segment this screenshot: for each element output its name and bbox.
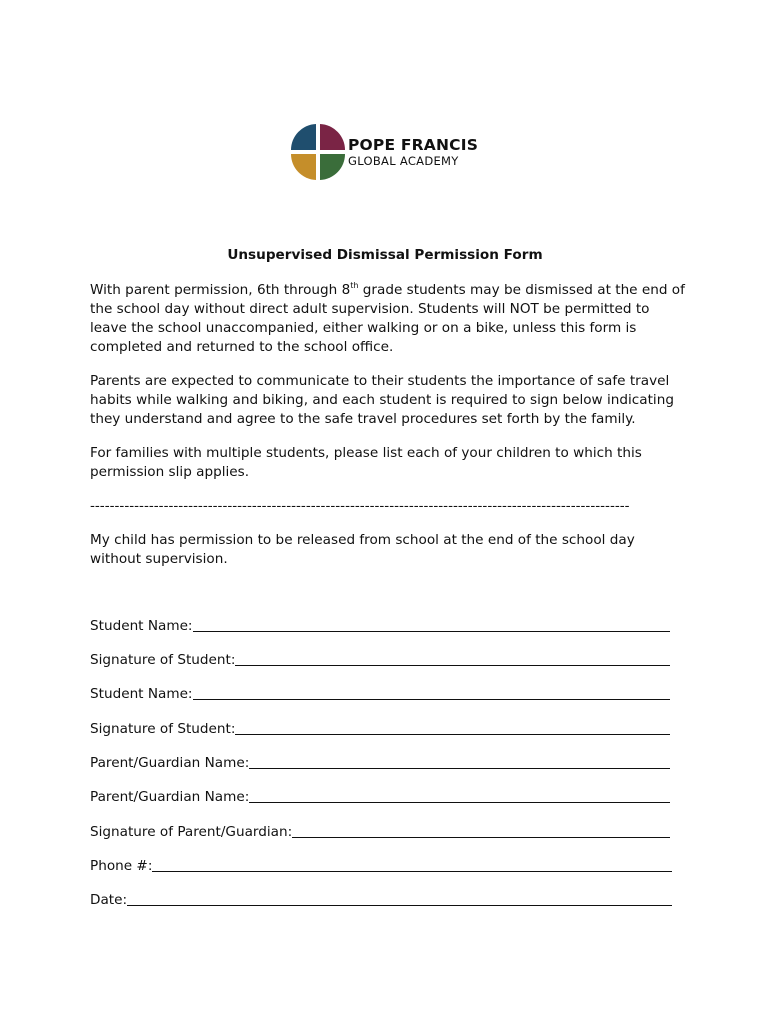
intro-paragraph (90, 281, 690, 357)
field-label: Phone #: (90, 858, 153, 874)
crest-quadrant-green (320, 154, 345, 180)
field-label: Student Name: (90, 686, 193, 702)
parent-name-field-2[interactable] (90, 788, 670, 807)
parent-name-field-1[interactable] (90, 754, 670, 773)
field-label: Date: (90, 892, 128, 908)
signature-line[interactable] (235, 664, 670, 666)
signature-line[interactable] (235, 733, 670, 735)
logo-subtitle: GLOBAL ACADEMY (348, 154, 459, 168)
field-label: Student Name: (90, 618, 193, 634)
intro-text-b: grade students may be dismissed at the end of the school day without direct adult supervision. Students will NOT be permitted to leave the school unaccompanied, either walking or on a bike, unless this form is completed and returned to the school office. (90, 282, 685, 355)
signature-line[interactable] (193, 698, 670, 700)
student-signature-field-1[interactable] (90, 651, 670, 670)
field-label: Signature of Student: (90, 652, 236, 668)
student-signature-field-2[interactable] (90, 720, 670, 739)
signature-line[interactable] (127, 904, 672, 906)
signature-line[interactable] (152, 870, 672, 872)
multiple-students-paragraph: For families with multiple students, please list each of your children to which this permission slip applies. (90, 445, 642, 480)
intro-text-a: With parent permission, 6th through 8 (90, 282, 351, 298)
crest-quadrant-maroon (320, 124, 345, 150)
intro-superscript: th (350, 281, 359, 290)
signature-line[interactable] (193, 630, 670, 632)
parent-signature-field[interactable] (90, 823, 670, 842)
expectations-paragraph: Parents are expected to communicate to their students the importance of safe travel habits while walking and biking, and each student is required to sign below indicating they understand and agree to the safe travel procedures set forth by the family. (90, 373, 674, 427)
school-crest-icon (290, 123, 346, 181)
permission-statement: My child has permission to be released from school at the end of the school day without supervision. (90, 532, 635, 567)
field-label: Signature of Parent/Guardian: (90, 824, 293, 840)
field-label: Parent/Guardian Name: (90, 755, 250, 771)
student-name-field-1[interactable] (90, 617, 670, 636)
field-label: Signature of Student: (90, 721, 236, 737)
date-field[interactable] (90, 891, 672, 910)
cut-line-divider: -------------------------------------------------------------------------------------------------------------- (90, 498, 630, 514)
signature-line[interactable] (249, 767, 670, 769)
crest-quadrant-blue (291, 124, 316, 150)
signature-line[interactable] (249, 801, 670, 803)
field-label: Parent/Guardian Name: (90, 789, 250, 805)
school-logo (290, 123, 490, 181)
crest-quadrant-gold (291, 154, 316, 180)
signature-line[interactable] (292, 836, 670, 838)
logo-name: POPE FRANCIS (348, 136, 479, 154)
form-title: Unsupervised Dismissal Permission Form (227, 247, 543, 263)
student-name-field-2[interactable] (90, 685, 670, 704)
phone-field[interactable] (90, 857, 672, 876)
